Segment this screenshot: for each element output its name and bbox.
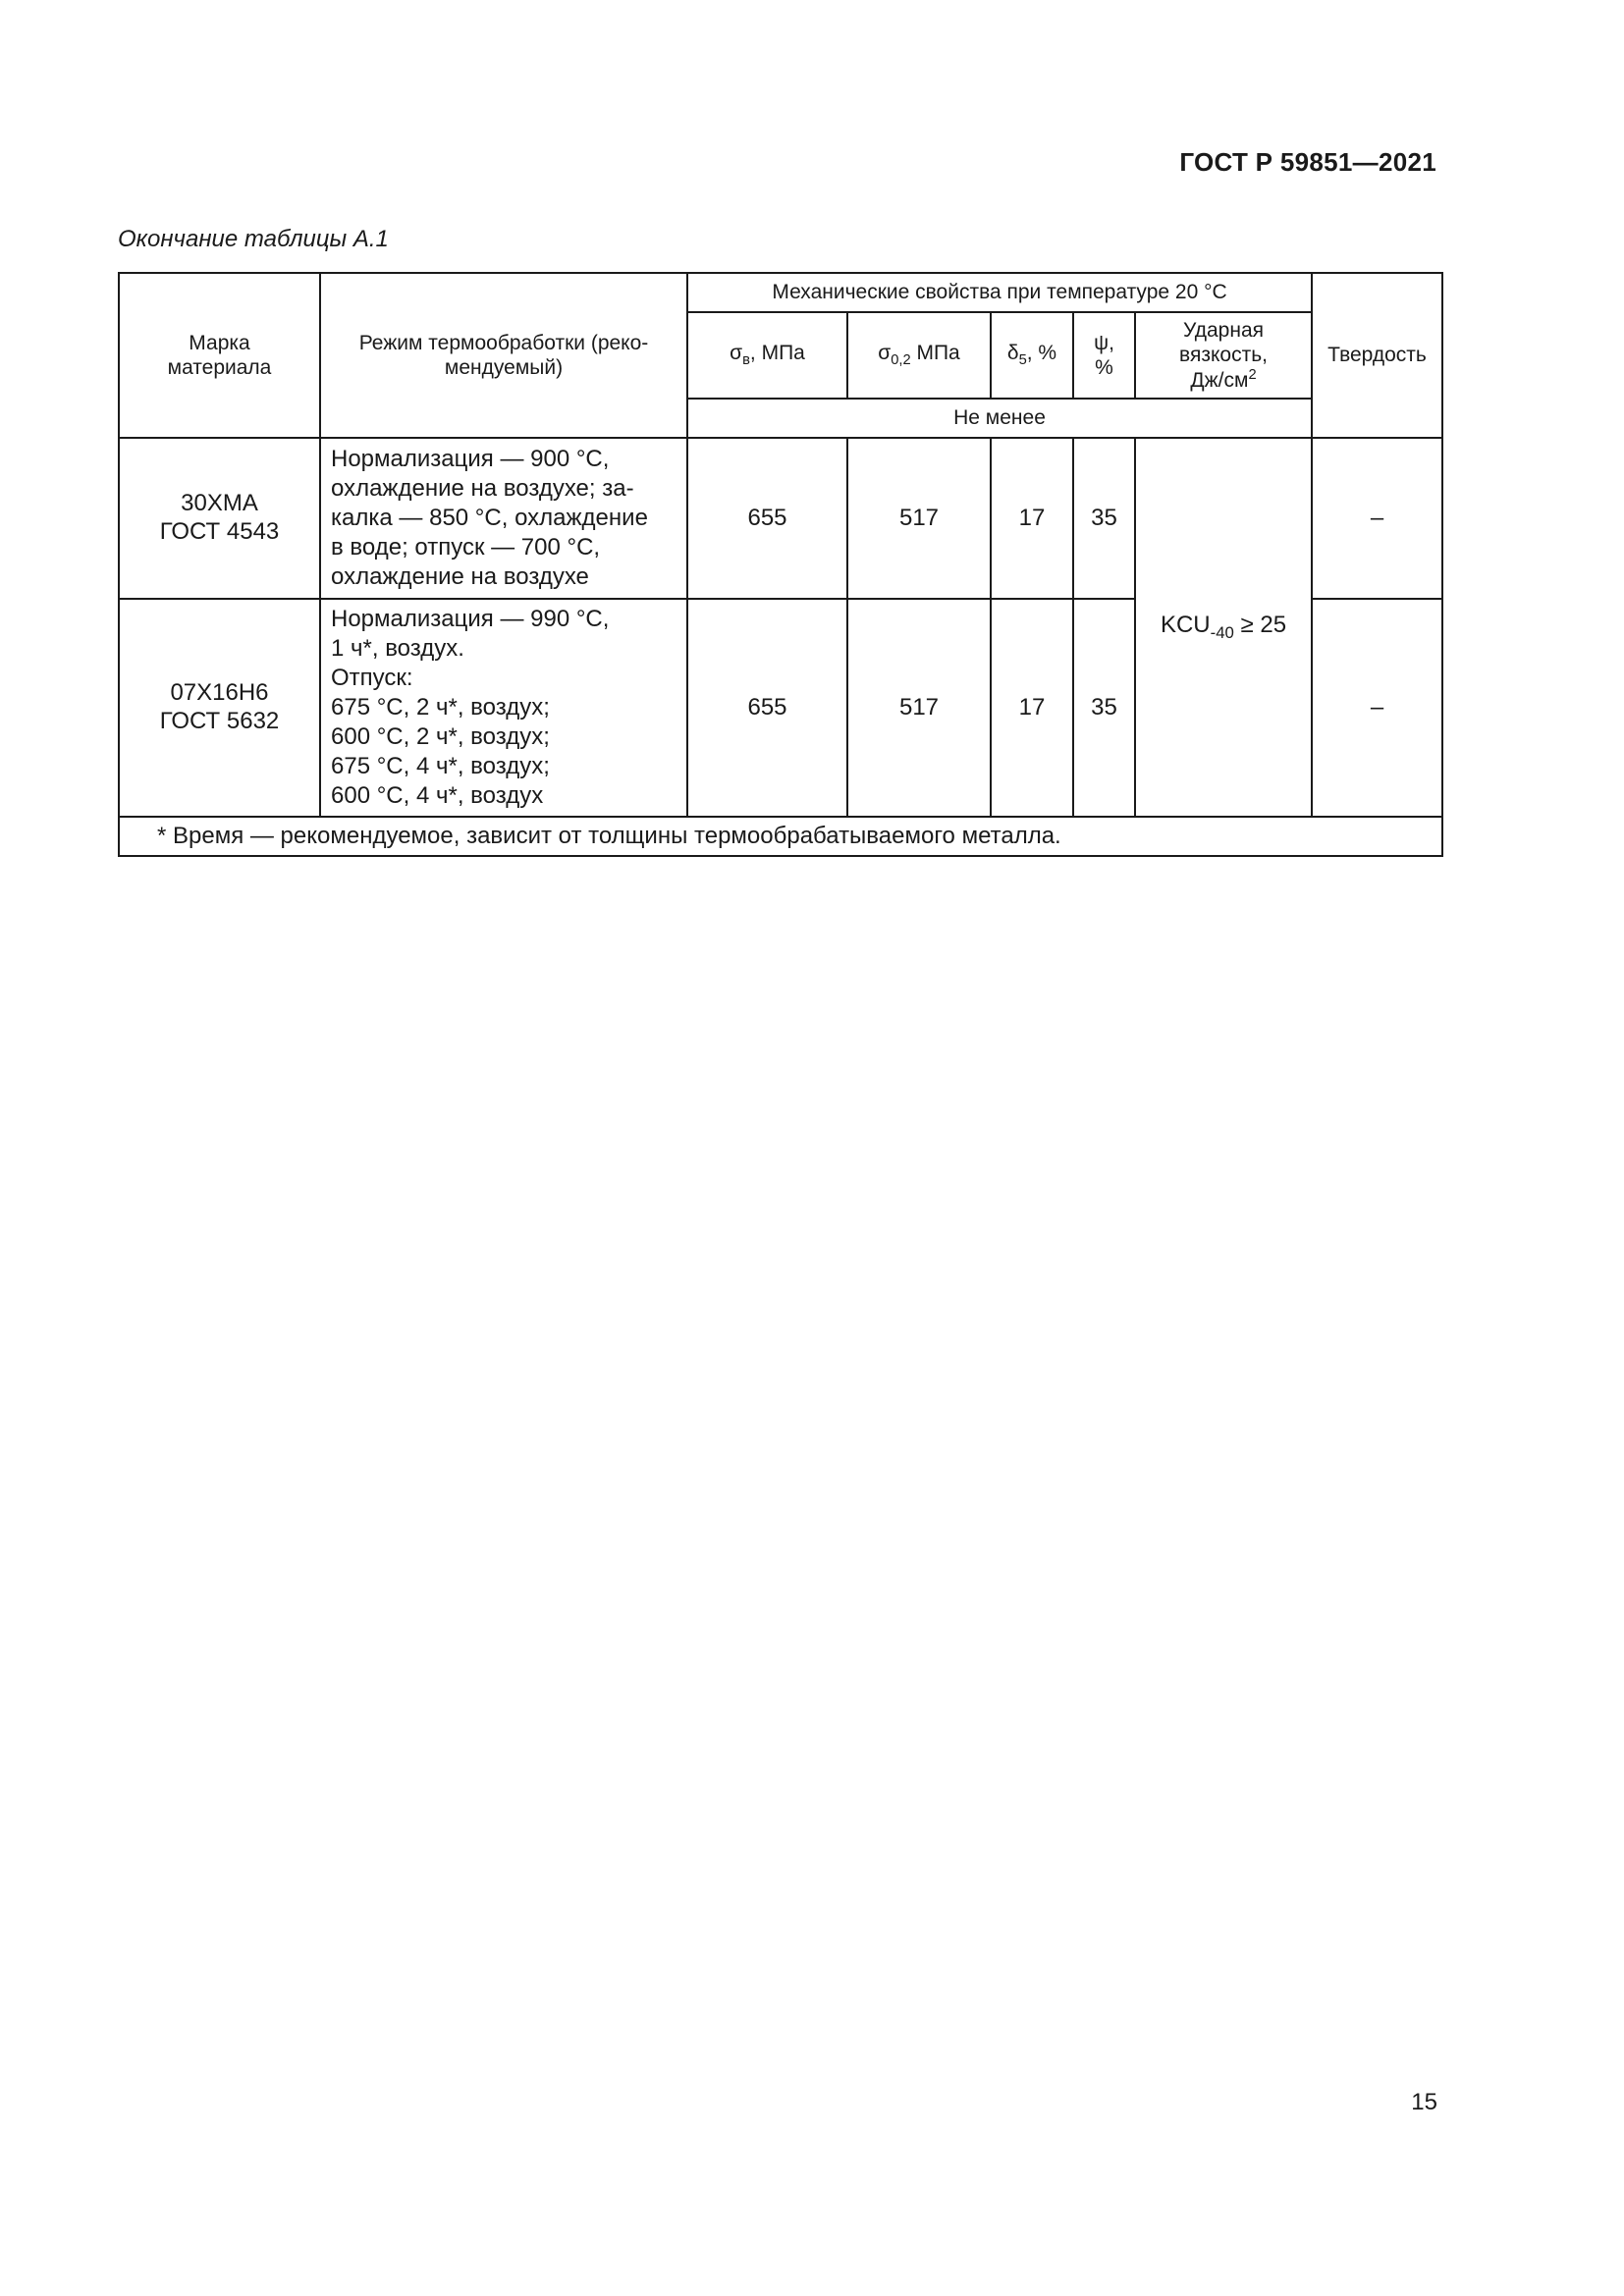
header-regime-line: мендуемый)	[444, 356, 564, 379]
sigma-02-unit: МПа	[910, 342, 960, 365]
cell-regime	[320, 438, 687, 599]
header-delta5	[991, 312, 1073, 399]
footnote-row	[119, 817, 1442, 856]
header-regime-line: Режим термообработки (реко-	[358, 331, 649, 354]
regime-line: Отпуск:	[331, 665, 413, 691]
header-not-less: Не менее	[687, 399, 1312, 438]
sigma-b-subscript: в	[742, 352, 750, 369]
regime-line: 1 ч*, воздух.	[331, 635, 464, 662]
impact-main: KCU	[1160, 612, 1211, 639]
header-sigma-02	[847, 312, 991, 399]
regime-line: в воде; отпуск — 700 °С,	[331, 534, 601, 561]
header-mark-line: материала	[167, 356, 272, 379]
regime-line: 675 °С, 4 ч*, воздух;	[331, 753, 550, 779]
cell-sigma-b: 655	[687, 599, 847, 817]
impact-sub: -40	[1210, 622, 1234, 642]
document-code: ГОСТ Р 59851—2021	[1179, 147, 1436, 177]
regime-line: охлаждение на воздухе; за-	[331, 475, 634, 502]
impact-unit-sup: 2	[1248, 367, 1257, 384]
cell-mark	[119, 599, 320, 817]
header-mark	[119, 273, 320, 438]
regime-line: охлаждение на воздухе	[331, 563, 589, 590]
mark-line: 07Х16Н6	[170, 679, 269, 707]
regime-line: Нормализация — 900 °С,	[331, 446, 610, 472]
psi-line: ψ,	[1094, 331, 1114, 354]
cell-sigma-b: 655	[687, 438, 847, 599]
impact-line: Ударная	[1183, 318, 1264, 342]
header-sigma-b	[687, 312, 847, 399]
impact-line: вязкость,	[1179, 343, 1268, 366]
mark-line: ГОСТ 4543	[159, 518, 280, 545]
table-footnote: * Время — рекомендуемое, зависит от толщины термообрабатываемого металла.	[119, 817, 1442, 856]
header-mark-line: Марка	[189, 331, 250, 354]
mark-line: ГОСТ 5632	[159, 708, 280, 734]
impact-unit-text: Дж/см	[1190, 369, 1249, 393]
cell-impact-shared	[1135, 438, 1312, 817]
header-mechanical-group: Механические свойства при температуре 20 °С	[687, 273, 1312, 312]
cell-psi: 35	[1073, 438, 1135, 599]
header-regime	[320, 273, 687, 438]
header-hardness: Твердость	[1312, 273, 1442, 438]
regime-line: калка — 850 °С, охлаждение	[331, 505, 648, 531]
cell-delta5: 17	[991, 599, 1073, 817]
sigma-b-unit: , МПа	[749, 342, 805, 365]
psi-line: %	[1095, 356, 1113, 379]
impact-unit	[1142, 367, 1305, 393]
cell-mark	[119, 438, 320, 599]
header-row-1	[119, 273, 1442, 312]
sigma-symbol: σ	[878, 342, 892, 365]
regime-line: 675 °С, 2 ч*, воздух;	[331, 694, 550, 721]
cell-hardness: –	[1312, 599, 1442, 817]
page-number: 15	[1411, 2089, 1437, 2115]
mark-line: 30ХМА	[181, 490, 258, 517]
cell-sigma-02: 517	[847, 599, 991, 817]
regime-line: Нормализация — 990 °С,	[331, 606, 610, 632]
table-row	[119, 438, 1442, 599]
cell-hardness: –	[1312, 438, 1442, 599]
delta-unit: , %	[1026, 342, 1057, 365]
regime-line: 600 °С, 2 ч*, воздух;	[331, 723, 550, 750]
delta-symbol: δ	[1006, 342, 1019, 365]
regime-line: 600 °С, 4 ч*, воздух	[331, 782, 544, 809]
header-impact	[1135, 312, 1312, 399]
cell-delta5: 17	[991, 438, 1073, 599]
table-caption: Окончание таблицы А.1	[118, 226, 389, 252]
delta-subscript: 5	[1018, 352, 1027, 369]
sigma-02-subscript: 0,2	[891, 352, 911, 369]
header-psi	[1073, 312, 1135, 399]
impact-rest: ≥ 25	[1233, 612, 1287, 639]
properties-table	[118, 272, 1443, 857]
sigma-symbol: σ	[730, 342, 743, 365]
cell-sigma-02: 517	[847, 438, 991, 599]
cell-regime	[320, 599, 687, 817]
cell-psi: 35	[1073, 599, 1135, 817]
